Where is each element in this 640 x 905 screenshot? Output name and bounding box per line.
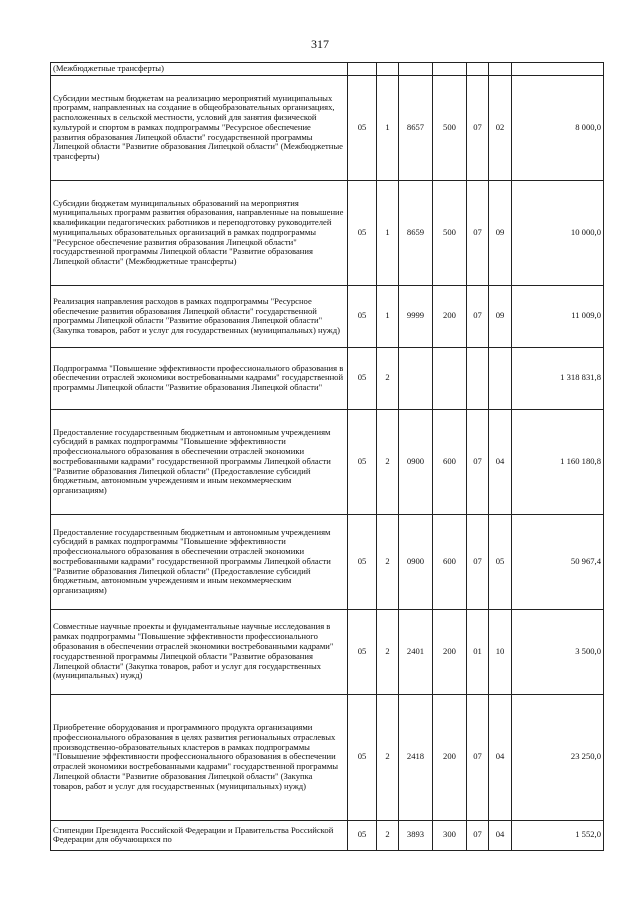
- cell-amount: 3 500,0: [512, 609, 604, 694]
- cell-section: [467, 63, 489, 76]
- cell-section: 07: [467, 75, 489, 180]
- cell-direction: 9999: [399, 285, 433, 347]
- cell-description: Стипендии Президента Российской Федерации и Правительства Российской Федерации для обучающихся по: [51, 820, 348, 850]
- cell-program: 05: [348, 180, 377, 285]
- cell-subprogram: 1: [377, 285, 399, 347]
- cell-direction: 3893: [399, 820, 433, 850]
- budget-table: [50, 62, 604, 851]
- table-row: [51, 820, 604, 850]
- cell-expense-type: 300: [433, 820, 467, 850]
- cell-subprogram: 2: [377, 609, 399, 694]
- cell-subsection: 10: [489, 609, 512, 694]
- cell-subsection: 02: [489, 75, 512, 180]
- cell-direction: [399, 63, 433, 76]
- cell-direction: 0900: [399, 409, 433, 514]
- cell-subsection: [489, 63, 512, 76]
- cell-expense-type: 500: [433, 75, 467, 180]
- cell-subsection: 09: [489, 285, 512, 347]
- cell-amount: 1 552,0: [512, 820, 604, 850]
- page-number: 317: [311, 37, 329, 51]
- cell-program: 05: [348, 75, 377, 180]
- cell-section: 07: [467, 820, 489, 850]
- cell-expense-type: 200: [433, 609, 467, 694]
- cell-description: Субсидии местным бюджетам на реализацию мероприятий муниципальных программ, направленных на создание в общеобразовательных организациях, расположенных в сельской местности, условий для занятия физической культурой и спортом в рамках подпрограммы "Ресурсное обеспечение развития образования Липецкой области" государственной программы Липецкой области "Развитие образования Липецкой области" (Межбюджетные трансферты): [51, 75, 348, 180]
- cell-description: Предоставление государственным бюджетным и автономным учреждениям субсидий в рамках подпрограммы "Повышение эффективности профессионального образования в обеспечении отраслей экономики востребованными кадрами" государственной программы Липецкой области "Развитие образования Липецкой области" (Предоставление субсидий бюджетным, автономным учреждениям и иным некоммерческим организациям): [51, 409, 348, 514]
- cell-description: Реализация направления расходов в рамках подпрограммы "Ресурсное обеспечение развития образования Липецкой области" государственной программы Липецкой области "Развитие образования Липецкой области" (Закупка товаров, работ и услуг для государственных (муниципальных) нужд): [51, 285, 348, 347]
- cell-expense-type: 200: [433, 694, 467, 820]
- cell-section: 07: [467, 180, 489, 285]
- cell-expense-type: [433, 347, 467, 409]
- cell-expense-type: 500: [433, 180, 467, 285]
- cell-direction: [399, 347, 433, 409]
- cell-subsection: 05: [489, 514, 512, 609]
- cell-amount: 1 318 831,8: [512, 347, 604, 409]
- cell-program: 05: [348, 609, 377, 694]
- cell-expense-type: [433, 63, 467, 76]
- table-row: [51, 63, 604, 76]
- cell-subprogram: 2: [377, 694, 399, 820]
- cell-section: 07: [467, 514, 489, 609]
- cell-program: 05: [348, 347, 377, 409]
- cell-section: 01: [467, 609, 489, 694]
- cell-amount: 8 000,0: [512, 75, 604, 180]
- cell-amount: 1 160 180,8: [512, 409, 604, 514]
- cell-direction: 2418: [399, 694, 433, 820]
- table-row: [51, 180, 604, 285]
- cell-amount: 10 000,0: [512, 180, 604, 285]
- cell-direction: 8657: [399, 75, 433, 180]
- cell-program: 05: [348, 694, 377, 820]
- cell-subsection: [489, 347, 512, 409]
- cell-subprogram: 2: [377, 514, 399, 609]
- cell-section: [467, 347, 489, 409]
- cell-section: 07: [467, 694, 489, 820]
- cell-program: 05: [348, 409, 377, 514]
- cell-subprogram: 2: [377, 820, 399, 850]
- cell-expense-type: 200: [433, 285, 467, 347]
- cell-description: (Межбюджетные трансферты): [51, 63, 348, 76]
- cell-direction: 2401: [399, 609, 433, 694]
- cell-program: [348, 63, 377, 76]
- cell-program: 05: [348, 820, 377, 850]
- cell-amount: [512, 63, 604, 76]
- cell-description: Предоставление государственным бюджетным и автономным учреждениям субсидий в рамках подпрограммы "Повышение эффективности профессионального образования в обеспечении отраслей экономики востребованными кадрами" государственной программы Липецкой области "Развитие образования Липецкой области" (Предоставление субсидий бюджетным, автономным учреждениям и иным некоммерческим организациям): [51, 514, 348, 609]
- cell-section: 07: [467, 285, 489, 347]
- cell-description: Субсидии бюджетам муниципальных образований на мероприятия муниципальных программ развития образования, направленные на повышение квалификации педагогических работников и переподготовку руководителей муниципальных образовательных организаций в рамках подпрограммы "Ресурсное обеспечение развития образования Липецкой области" государственной программы Липецкой области "Развитие образования Липецкой области" (Межбюджетные трансферты): [51, 180, 348, 285]
- table-row: [51, 409, 604, 514]
- cell-direction: 8659: [399, 180, 433, 285]
- cell-subsection: 09: [489, 180, 512, 285]
- cell-program: 05: [348, 514, 377, 609]
- cell-subprogram: 2: [377, 347, 399, 409]
- cell-direction: 0900: [399, 514, 433, 609]
- cell-subprogram: 1: [377, 75, 399, 180]
- cell-program: 05: [348, 285, 377, 347]
- cell-subprogram: 2: [377, 409, 399, 514]
- table-row: [51, 285, 604, 347]
- table-row: [51, 609, 604, 694]
- cell-amount: 50 967,4: [512, 514, 604, 609]
- cell-expense-type: 600: [433, 409, 467, 514]
- cell-description: Приобретение оборудования и программного продукта организациями профессионального образования в целях развития региональных отраслевых производственно-образовательных кластеров в рамках подпрограммы "Повышение эффективности профессионального образования в обеспечении отраслей экономики востребованными кадрами" государственной программы Липецкой области "Развитие образования Липецкой области" (Закупка товаров, работ и услуг для государственных (муниципальных) нужд): [51, 694, 348, 820]
- cell-amount: 23 250,0: [512, 694, 604, 820]
- table-row: [51, 347, 604, 409]
- cell-subsection: 04: [489, 694, 512, 820]
- cell-amount: 11 009,0: [512, 285, 604, 347]
- cell-subprogram: [377, 63, 399, 76]
- cell-section: 07: [467, 409, 489, 514]
- table-row: [51, 694, 604, 820]
- cell-subsection: 04: [489, 409, 512, 514]
- table-row: [51, 75, 604, 180]
- cell-subsection: 04: [489, 820, 512, 850]
- cell-expense-type: 600: [433, 514, 467, 609]
- cell-subprogram: 1: [377, 180, 399, 285]
- table-row: [51, 514, 604, 609]
- cell-description: Совместные научные проекты и фундаментальные научные исследования в рамках подпрограммы "Повышение эффективности профессионального образования в обеспечении отраслей экономики востребованными кадрами" государственной программы Липецкой области "Развитие образования Липецкой области" (Закупка товаров, работ и услуг для государственных (муниципальных) нужд): [51, 609, 348, 694]
- cell-description: Подпрограмма "Повышение эффективности профессионального образования в обеспечении отраслей экономики востребованными кадрами" государственной программы Липецкой области "Развитие образования Липецкой области": [51, 347, 348, 409]
